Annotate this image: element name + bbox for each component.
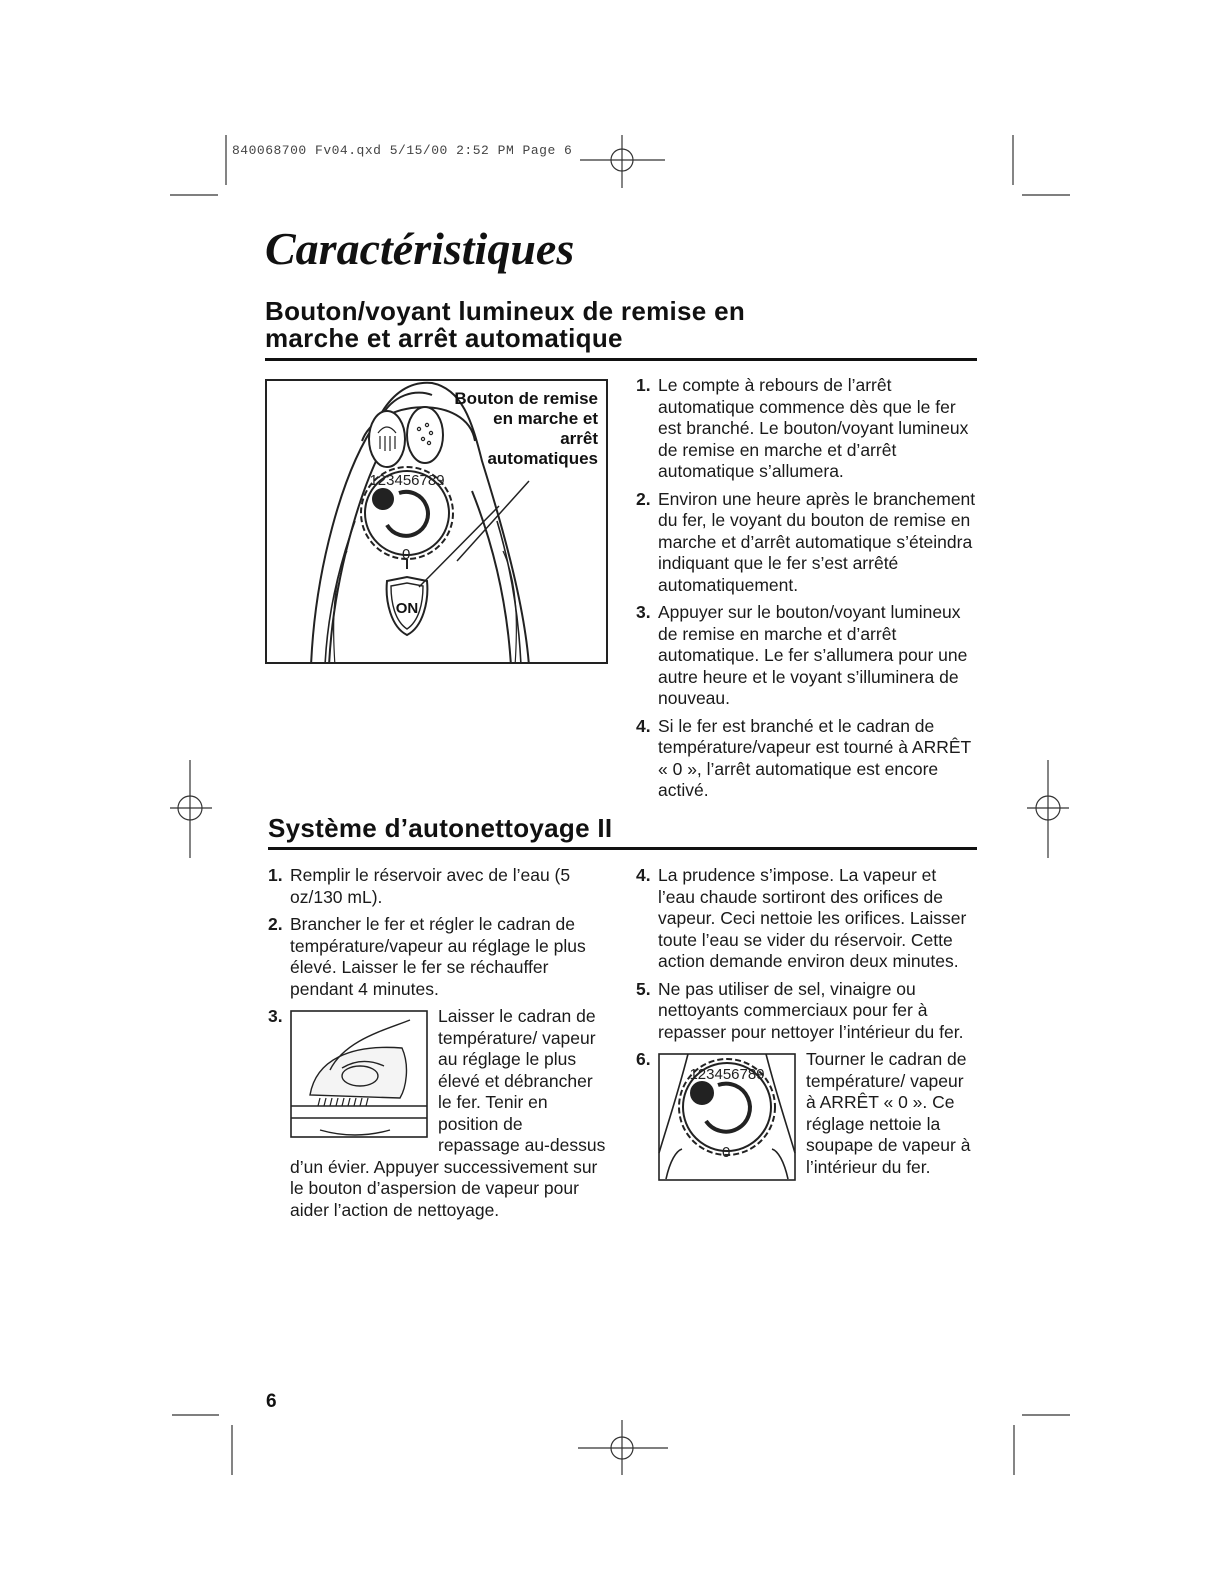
sink-figure <box>290 1010 428 1138</box>
list-item: 1. Le compte à rebours de l’arrêt automatique commence dès que le fer est branché. Le bouton/voyant lumineux de remise en marche et d’arrêt automatique s’allumera. <box>636 375 969 481</box>
page-number: 6 <box>266 1391 277 1412</box>
self-clean-steps-right <box>636 865 978 1184</box>
list-item: 3. Appuyer sur le bouton/voyant lumineux de remise en marche et d’arrêt automatique. Le fer s’allumera pour une autre heure et le voyant s’illuminera de nouveau. <box>636 602 968 708</box>
dial-numbers: 123456789 <box>369 472 445 489</box>
iron-over-sink-illustration <box>290 1010 428 1138</box>
section-heading-line: Bouton/voyant lumineux de remise en <box>265 296 746 326</box>
print-slug: 840068700 Fv04.qxd 5/15/00 2:52 PM Page 6 <box>232 143 573 158</box>
page-title: Caractéristiques <box>265 223 575 274</box>
section-rule <box>265 358 977 361</box>
dial-off-figure <box>658 1053 796 1181</box>
auto-off-figure <box>265 379 608 664</box>
list-item: 2. Environ une heure après le branchement du fer, le voyant du bouton de remise en marche et d’arrêt automatique s’éteindra indiquant que le fer s’est arrêté automatiquement. <box>636 488 976 595</box>
on-button-label: ON <box>395 600 419 617</box>
dial-off-illustration <box>658 1053 796 1181</box>
list-item: 5. Ne pas utiliser de sel, vinaigre ou nettoyants commerciaux pour fer à repasser pour nettoyer l’intérieur du fer. <box>636 978 964 1042</box>
figure-callout: Bouton de remise en marche et arrêt automatiques <box>454 389 598 468</box>
section-rule <box>268 847 977 850</box>
list-item: 3. Laisser le cadran de température/ vapeur au réglage le plus élevé et débrancher le fer. Tenir en position de repassage au-dessus d’un évier. Appuyer successivement sur le bouton d’aspersion de vapeur pour aider l’action de nettoyage. <box>268 1006 606 1220</box>
section-heading: Système d’autonettoyage II <box>268 813 613 843</box>
dial-zero: 0 <box>402 546 411 563</box>
section-heading <box>265 298 965 352</box>
auto-off-steps <box>636 375 976 808</box>
list-item: 4. Si le fer est branché et le cadran de température/vapeur est tourné à ARRÊT « 0 », l’arrêt automatique est encore activé. <box>636 715 971 800</box>
list-item: 1. Remplir le réservoir avec de l’eau (5 oz/130 mL). <box>268 865 571 907</box>
dial-numbers: 123456789 <box>689 1066 765 1083</box>
dial-zero: 0 <box>722 1144 731 1161</box>
list-item: 6. 123456789 0 Tourner le cadran de température/ vapeur à ARRÊT « 0 ». Ce réglage nettoie la soupape de vapeur à l’intérieur du fer. <box>636 1049 978 1178</box>
self-clean-steps-left <box>268 865 608 1227</box>
list-item: 2. Brancher le fer et régler le cadran de température/vapeur au réglage le plus élevé. Laisser le fer se réchauffer pendant 4 minutes. <box>268 914 586 999</box>
list-item: 4. La prudence s’impose. La vapeur et l’eau chaude sortiront des orifices de vapeur. Ceci nettoie les orifices. Laisser toute l’eau se vider du réservoir. Cette action demande environ deux minutes. <box>636 865 967 971</box>
section-heading-line: marche et arrêt automatique <box>265 323 623 353</box>
